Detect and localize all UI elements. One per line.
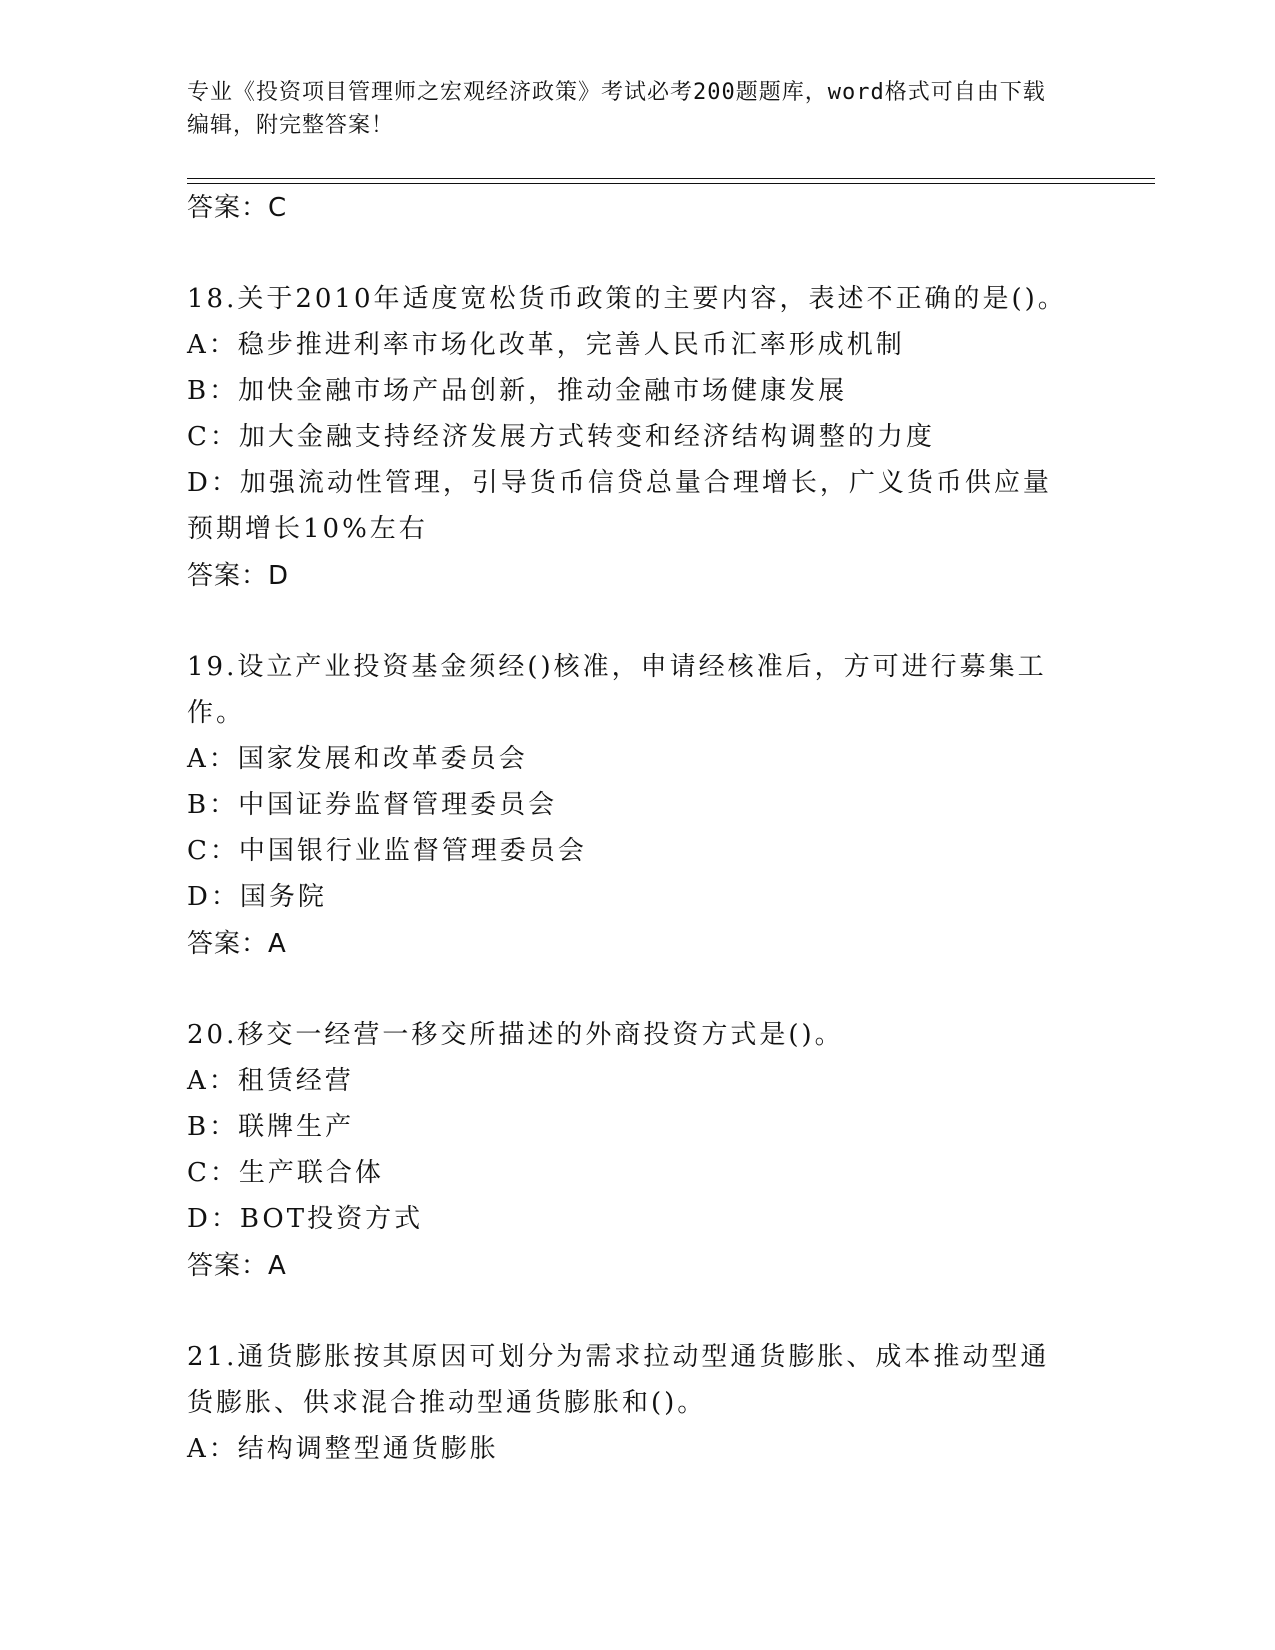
option-d: D：国务院 xyxy=(187,882,327,912)
option-a: A：稳步推进利率市场化改革，完善人民币汇率形成机制 xyxy=(187,330,905,360)
option-c: C：生产联合体 xyxy=(187,1158,384,1188)
answer-line: 答案：A xyxy=(187,1251,287,1281)
answer-line: 答案：D xyxy=(187,561,290,591)
question-text: 19.设立产业投资基金须经()核准，申请经核准后，方可进行募集工作。 xyxy=(187,652,1047,728)
option-b: B：联牌生产 xyxy=(187,1112,355,1142)
option-a: A：结构调整型通货膨胀 xyxy=(187,1434,499,1464)
option-d: D：BOT投资方式 xyxy=(187,1204,424,1234)
document-header: 专业《投资项目管理师之宏观经济政策》考试必考200题题库，word格式可自由下载编辑，附完整答案！ xyxy=(187,80,1046,138)
option-a: A：国家发展和改革委员会 xyxy=(187,744,528,774)
question-18 xyxy=(187,276,1077,594)
option-c: C：加大金融支持经济发展方式转变和经济结构调整的力度 xyxy=(187,422,935,452)
question-text: 20.移交一经营一移交所描述的外商投资方式是()。 xyxy=(187,1020,844,1050)
option-d: D：加强流动性管理，引导货币信贷总量合理增长，广义货币供应量预期增长10%左右 xyxy=(187,468,1052,544)
question-text: 18.关于2010年适度宽松货币政策的主要内容，表述不正确的是()。 xyxy=(187,284,1067,314)
question-19 xyxy=(187,644,1077,962)
question-list xyxy=(187,188,1077,1472)
answer-line: 答案：C xyxy=(187,193,288,223)
option-b: B：加快金融市场产品创新，推动金融市场健康发展 xyxy=(187,376,848,406)
answer-line: 答案：A xyxy=(187,929,287,959)
question-21 xyxy=(187,1334,1077,1472)
header-divider-bottom xyxy=(187,183,1155,184)
option-c: C：中国银行业监督管理委员会 xyxy=(187,836,587,866)
option-b: B：中国证券监督管理委员会 xyxy=(187,790,558,820)
option-a: A：租赁经营 xyxy=(187,1066,354,1096)
question-20 xyxy=(187,1012,1077,1284)
question-text: 21.通货膨胀按其原因可划分为需求拉动型通货膨胀、成本推动型通货膨胀、供求混合推动型通货膨胀和()。 xyxy=(187,1342,1050,1418)
header-divider-top xyxy=(187,178,1155,179)
